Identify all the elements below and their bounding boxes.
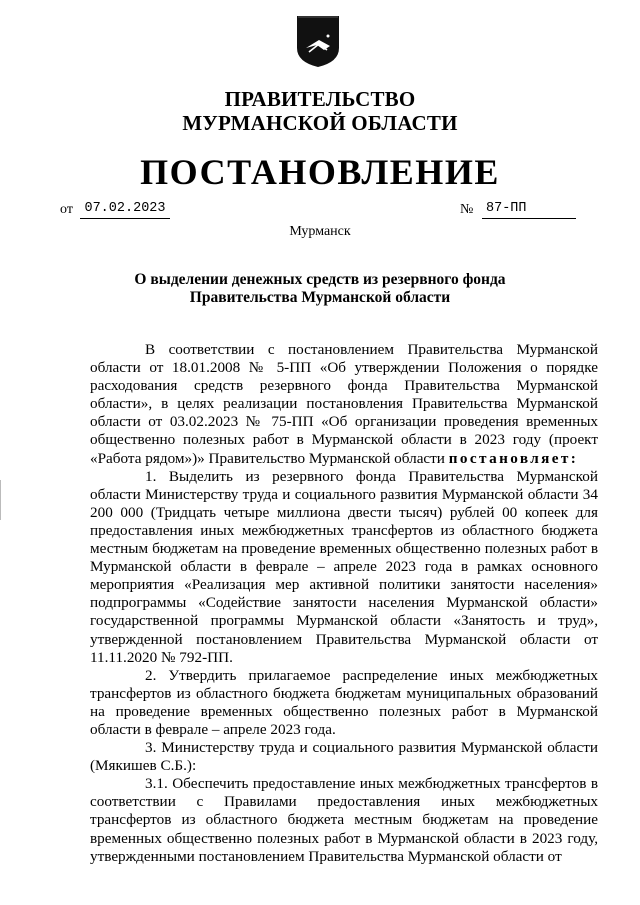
document-date: 07.02.2023 — [80, 200, 170, 219]
government-name-line1: ПРАВИТЕЛЬСТВО — [224, 87, 416, 111]
coat-of-arms-icon — [295, 14, 341, 68]
document-number: 87-ПП — [482, 200, 576, 219]
document-subject — [0, 271, 640, 307]
document-type-title: ПОСТАНОВЛЕНИЕ — [140, 152, 500, 192]
clause-2: 2. Утвердить прилагаемое распределение иных межбюджетных трансфертов из областного бюджета бюджетам муниципальных образований на проведение временных общественно полезных работ в Мурманской области в феврале – апреле 2023 года. — [90, 666, 598, 738]
subject-line1: О выделении денежных средств из резервного фонда — [134, 271, 506, 288]
date-label: от — [60, 202, 73, 217]
city-name: Мурманск — [289, 224, 351, 239]
clause-3: 3. Министерству труда и социального развития Мурманской области (Мякишев С.Б.): — [90, 739, 598, 775]
resolution-keyword: постановляет: — [448, 449, 579, 467]
intro-text: В соответствии с постановлением Правительства Мурманской области от 18.01.2008 № 5-ПП «Об утверждении Положения о порядке расходования средств резервного фонда Правительства Мурманской области», в целях реализации постановления Правительства Мурманской области от 03.02.2023 № 75-ПП «Об организации проведения временных общественно полезных работ в Мурманской области в 2023 году (проект «Работа рядом»)» Правительство Мурманской области — [90, 341, 598, 467]
clause-3-1: 3.1. Обеспечить предоставление иных межбюджетных трансфертов в соответствии с Правилами предоставления иных межбюджетных трансфертов из областного бюджета местным бюджетам на проведение временных общественно полезных работ в Мурманской области в 2023 году, утвержденными постановлением Правительства Мурманской области от — [90, 775, 598, 865]
subject-line2: Правительства Мурманской области — [189, 289, 451, 306]
government-name-line2: МУРМАНСКОЙ ОБЛАСТИ — [182, 111, 458, 135]
number-label: № — [460, 202, 474, 217]
document-body — [90, 341, 598, 866]
clause-1: 1. Выделить из резервного фонда Правительства Мурманской области Министерству труда и социального развития Мурманской области 34 200 000 (Тридцать четыре миллиона двести тысяч) рублей 00 копеек для предоставления иных межбюджетных трансфертов из областного бюджета местным бюджетам на проведение временных общественно полезных работ в Мурманской области в феврале – апреле 2023 года в рамках основного мероприятия «Реализация мер активной политики занятости населения» подпрограммы «Содействие занятости населения Мурманской области» государственной программы Мурманской области «Занятость и труд», утвержденной постановлением Правительства Мурманской области от 11.11.2020 № 792-ПП. — [90, 467, 598, 666]
scan-edge-mark — [0, 480, 1, 520]
intro-paragraph — [90, 341, 598, 468]
